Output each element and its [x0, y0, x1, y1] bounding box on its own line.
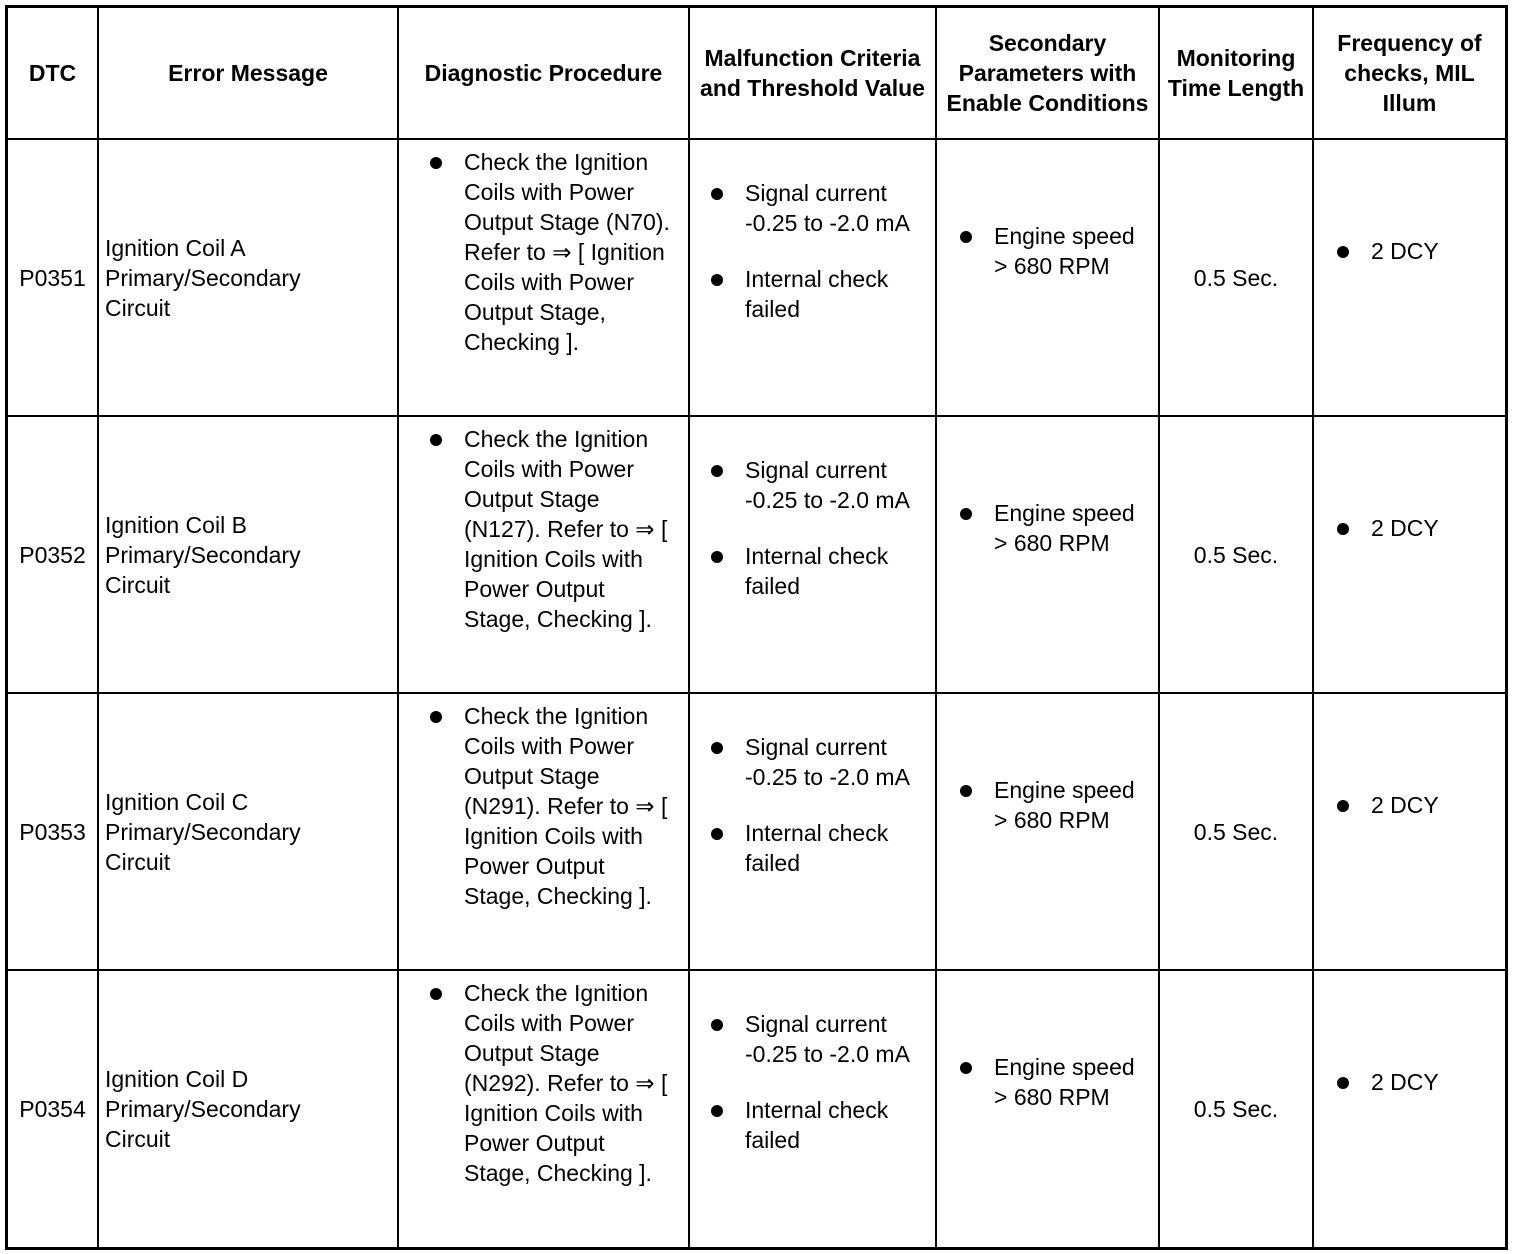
error-message-cell: Ignition Coil D Primary/Secondary Circuit: [99, 971, 399, 1247]
error-message-cell: Ignition Coil A Primary/Secondary Circuit: [99, 140, 399, 417]
header-error-message: Error Message: [99, 8, 399, 140]
secondary-parameters-cell: [937, 417, 1160, 694]
malfunction-criteria-cell: [690, 140, 937, 417]
malfunction-criteria-cell: [690, 971, 937, 1247]
procedure-bullet: Check the Ignition Coils with Power Output Stage (N127). Refer to ⇒ [ Ignition Coils with Power Output Stage, Checking ].: [429, 424, 682, 634]
frequency-bullet: 2 DCY: [1336, 513, 1505, 543]
frequency-cell: [1314, 971, 1505, 1247]
dtc-table: [5, 5, 1508, 1250]
malfunction-criteria-cell: [690, 694, 937, 971]
header-secondary-parameters: Secondary Parameters with Enable Conditions: [937, 8, 1160, 140]
header-diagnostic-procedure: Diagnostic Procedure: [399, 8, 690, 140]
diagnostic-procedure-cell: [399, 694, 690, 971]
frequency-bullet: 2 DCY: [1336, 790, 1505, 820]
error-message-cell: Ignition Coil B Primary/Secondary Circuit: [99, 417, 399, 694]
header-frequency: Frequency of checks, MIL Illum: [1314, 8, 1505, 140]
secondary-parameters-cell: [937, 140, 1160, 417]
frequency-cell: [1314, 694, 1505, 971]
monitoring-time-cell: 0.5 Sec.: [1160, 417, 1314, 694]
monitoring-time-cell: 0.5 Sec.: [1160, 694, 1314, 971]
frequency-bullet: 2 DCY: [1336, 1067, 1505, 1097]
secondary-parameters-cell: [937, 971, 1160, 1247]
header-monitoring-time: Monitoring Time Length: [1160, 8, 1314, 140]
diagnostic-procedure-cell: [399, 971, 690, 1247]
diagnostic-procedure-cell: [399, 417, 690, 694]
dtc-code-cell: P0354: [8, 971, 99, 1247]
criteria-bullet: Internal check failed: [710, 818, 935, 878]
criteria-bullet: Signal current -0.25 to -2.0 mA: [710, 455, 935, 515]
diagnostic-procedure-cell: [399, 140, 690, 417]
procedure-bullet: Check the Ignition Coils with Power Output Stage (N291). Refer to ⇒ [ Ignition Coils with Power Output Stage, Checking ].: [429, 701, 682, 911]
criteria-bullet: Signal current -0.25 to -2.0 mA: [710, 178, 935, 238]
dtc-code-cell: P0353: [8, 694, 99, 971]
criteria-bullet: Signal current -0.25 to -2.0 mA: [710, 1009, 935, 1069]
error-message-cell: Ignition Coil C Primary/Secondary Circuit: [99, 694, 399, 971]
procedure-bullet: Check the Ignition Coils with Power Output Stage (N70). Refer to ⇒ [ Ignition Coils with Power Output Stage, Checking ].: [429, 147, 682, 357]
secondary-bullet: Engine speed > 680 RPM: [959, 498, 1135, 558]
frequency-cell: [1314, 140, 1505, 417]
frequency-bullet: 2 DCY: [1336, 236, 1505, 266]
dtc-code-cell: P0351: [8, 140, 99, 417]
header-malfunction-criteria: Malfunction Criteria and Threshold Value: [690, 8, 937, 140]
frequency-cell: [1314, 417, 1505, 694]
procedure-bullet: Check the Ignition Coils with Power Output Stage (N292). Refer to ⇒ [ Ignition Coils with Power Output Stage, Checking ].: [429, 978, 682, 1188]
monitoring-time-cell: 0.5 Sec.: [1160, 140, 1314, 417]
criteria-bullet: Internal check failed: [710, 541, 935, 601]
secondary-bullet: Engine speed > 680 RPM: [959, 775, 1135, 835]
criteria-bullet: Internal check failed: [710, 264, 935, 324]
secondary-parameters-cell: [937, 694, 1160, 971]
header-dtc: DTC: [8, 8, 99, 140]
malfunction-criteria-cell: [690, 417, 937, 694]
secondary-bullet: Engine speed > 680 RPM: [959, 221, 1135, 281]
dtc-code-cell: P0352: [8, 417, 99, 694]
secondary-bullet: Engine speed > 680 RPM: [959, 1052, 1135, 1112]
criteria-bullet: Signal current -0.25 to -2.0 mA: [710, 732, 935, 792]
criteria-bullet: Internal check failed: [710, 1095, 935, 1155]
monitoring-time-cell: 0.5 Sec.: [1160, 971, 1314, 1247]
